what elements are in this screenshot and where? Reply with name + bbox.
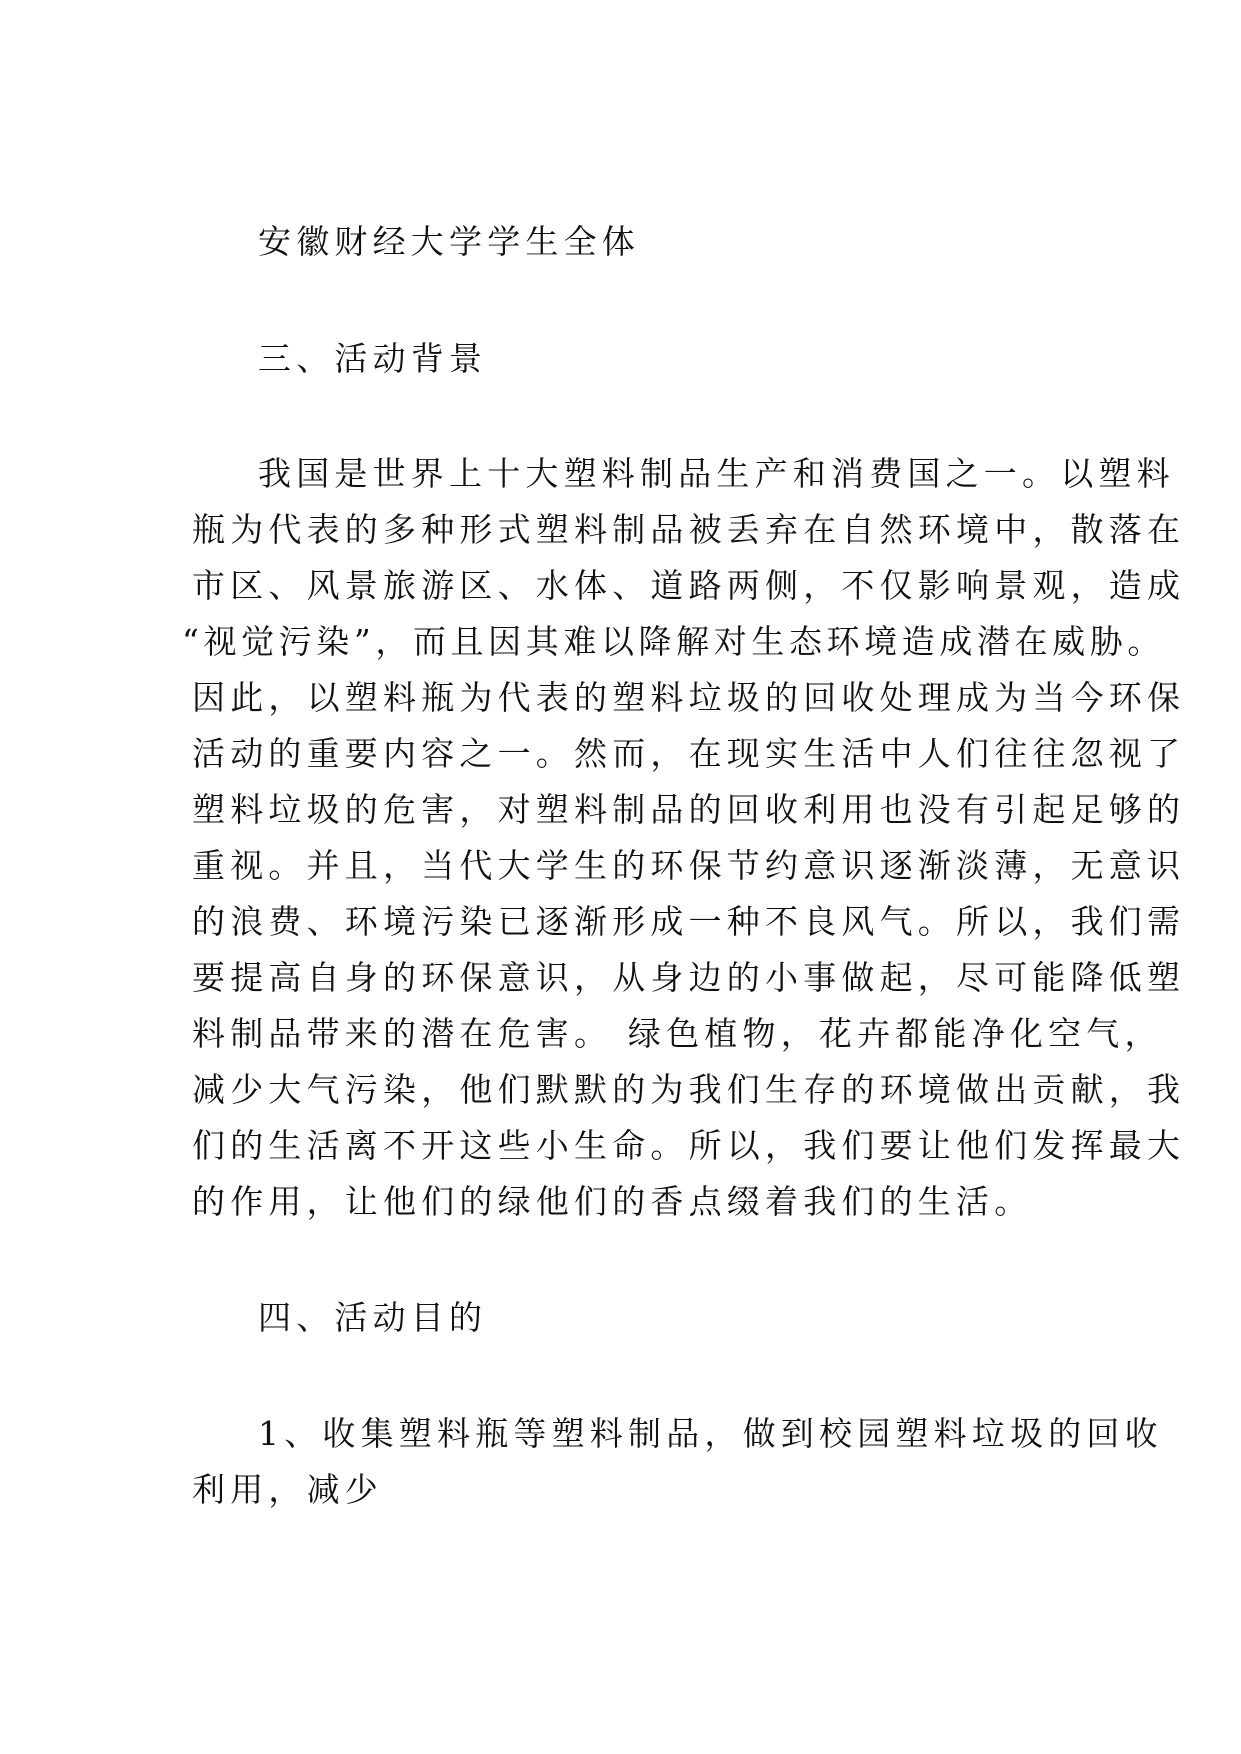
paragraph-line: 市区、风景旅游区、水体、道路两侧，不仅影响景观，造成 [192,566,1186,605]
paragraph-line: 塑料垃圾的危害，对塑料制品的回收利用也没有引起足够的 [192,790,1186,829]
paragraph-line: 减少大气污染，他们默默的为我们生存的环境做出贡献，我 [192,1070,1186,1109]
paragraph-line: 料制品带来的潜在危害。 绿色植物，花卉都能净化空气， [192,1014,1163,1053]
section-heading-purpose: 四、活动目的 [258,1298,488,1337]
participants-line: 安徽财经大学学生全体 [258,222,640,261]
paragraph-line: 利用，减少 [192,1470,383,1509]
paragraph-line: 因此，以塑料瓶为代表的塑料垃圾的回收处理成为当今环保 [192,678,1186,717]
paragraph-line: 1、收集塑料瓶等塑料制品，做到校园塑料垃圾的回收 [258,1414,1163,1453]
paragraph-line: 活动的重要内容之一。然而，在现实生活中人们往往忽视了 [192,734,1186,773]
paragraph-line: 要提高自身的环保意识，从身边的小事做起，尽可能降低塑 [192,958,1186,997]
paragraph-line: 们的生活离不开这些小生命。所以，我们要让他们发挥最大 [192,1126,1186,1165]
paragraph-line: 我国是世界上十大塑料制品生产和消费国之一。以塑料 [258,454,1175,493]
paragraph-line: 重视。并且，当代大学生的环保节约意识逐渐淡薄，无意识 [192,846,1186,885]
section-heading-background: 三、活动背景 [258,339,488,378]
paragraph-line: 的浪费、环境污染已逐渐形成一种不良风气。所以，我们需 [192,902,1186,941]
paragraph-line: 的作用，让他们的绿他们的香点缀着我们的生活。 [192,1182,1033,1221]
paragraph-line: 瓶为代表的多种形式塑料制品被丢弃在自然环境中，散落在 [192,510,1186,549]
paragraph-line: “视觉污染”，而且因其难以降解对生态环境造成潜在威胁。 [182,622,1165,661]
